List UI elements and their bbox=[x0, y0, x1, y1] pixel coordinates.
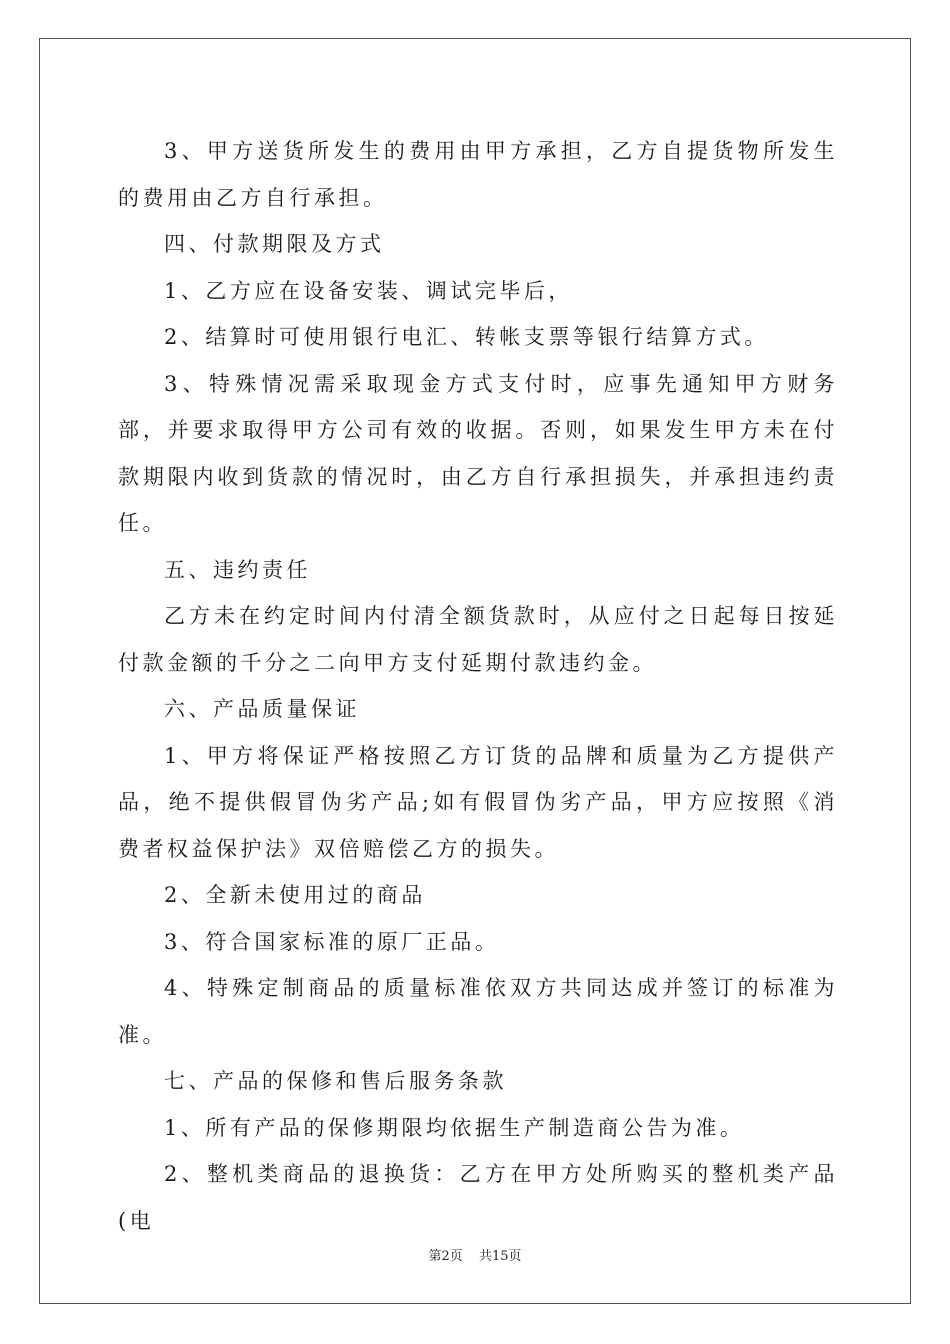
page-total: 共15页 bbox=[478, 1249, 522, 1264]
section-heading: 四、付款期限及方式 bbox=[164, 232, 385, 256]
document-body bbox=[118, 128, 838, 1244]
paragraph: 1、甲方将保证严格按照乙方订货的品牌和质量为乙方提供产品，绝不提供假冒伪劣产品;如有假冒伪劣产品，甲方应按照《消费者权益保护法》双倍赔偿乙方的损失。 bbox=[118, 743, 838, 861]
paragraph: 乙方未在约定时间内付清全额货款时，从应付之日起每日按延付款金额的千分之二向甲方支付延期付款违约金。 bbox=[118, 604, 838, 675]
page-footer bbox=[0, 1245, 950, 1264]
paragraph: 3、甲方送货所发生的费用由甲方承担，乙方自提货物所发生的费用由乙方自行承担。 bbox=[118, 139, 838, 210]
paragraph: 2、结算时可使用银行电汇、转帐支票等银行结算方式。 bbox=[164, 325, 769, 349]
paragraph: 4、特殊定制商品的质量标准依双方共同达成并签订的标准为准。 bbox=[118, 976, 838, 1047]
paragraph: 1、乙方应在设备安装、调试完毕后， bbox=[164, 278, 573, 303]
page-number: 第2页 bbox=[428, 1249, 463, 1264]
paragraph: 3、特殊情况需采取现金方式支付时，应事先通知甲方财务部，并要求取得甲方公司有效的收据。否则，如果发生甲方未在付款期限内收到货款的情况时，由乙方自行承担损失，并承担违约责任。 bbox=[118, 371, 838, 535]
paragraph: 1、所有产品的保修期限均依据生产制造商公告为准。 bbox=[164, 1115, 745, 1140]
section-heading: 五、违约责任 bbox=[164, 557, 311, 582]
paragraph: 2、全新未使用过的商品 bbox=[164, 883, 426, 907]
paragraph: 2、整机类商品的退换货：乙方在甲方处所购买的整机类产品(电 bbox=[118, 1162, 838, 1233]
section-heading: 七、产品的保修和售后服务条款 bbox=[164, 1069, 507, 1093]
section-heading: 六、产品质量保证 bbox=[164, 697, 360, 721]
paragraph: 3、符合国家标准的原厂正品。 bbox=[164, 929, 500, 954]
